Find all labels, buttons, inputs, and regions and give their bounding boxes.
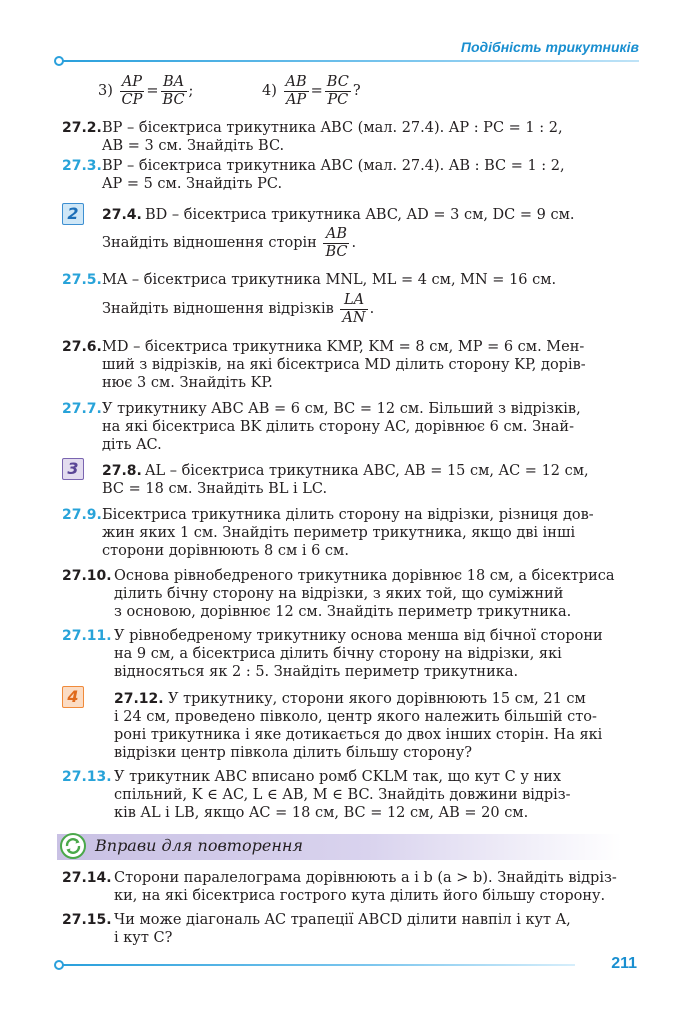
problem-text: ки, на які бісектриса гострого кута ділить його більшу сторону.: [114, 888, 606, 904]
problem-number: 27.7.: [62, 401, 102, 417]
fraction: $\frac{LA}{AN}$: [342, 291, 366, 326]
problem-number: 27.14.: [62, 870, 112, 886]
problem-number: 27.10.: [62, 568, 112, 584]
problem-text: сторони дорівнюють 8 см і 6 см.: [102, 543, 349, 559]
header-rule: [62, 60, 639, 62]
problem-text: Знайдіть відношення сторін $\frac{AB}{BC}$ .: [102, 225, 357, 260]
problem-text: роні трикутника і яке дотикається до двох інших сторін. На які: [114, 727, 603, 743]
problem-text: У трикутнику, сторони якого дорівнюють 15 см, 21 см: [168, 691, 586, 707]
problem-number: 27.3.: [62, 158, 102, 174]
problem-text: BP – бісектриса трикутника ABC (мал. 27.4). AB : BC = 1 : 2,: [102, 158, 565, 174]
ratio-item-3: 3) $\frac{AP}{CP}$ = $\frac{BA}{BC}$ ;: [98, 73, 194, 108]
footer-rule: [62, 964, 575, 966]
problem-text: MA – бісектриса трикутника MNL, ML = 4 см, MN = 16 см.: [102, 272, 557, 288]
problem-number: 27.11.: [62, 628, 112, 644]
fraction: $\frac{AB}{AP}$: [285, 73, 307, 108]
problem-number: 27.4.: [102, 207, 142, 223]
problem-text: У рівнобедреному трикутнику основа менша від бічної сторони: [114, 628, 603, 644]
problem-text: ший з відрізків, на які бісектриса MD ділить сторону KP, дорів-: [102, 357, 586, 373]
problem-text: з основою, дорівнює 12 см. Знайдіть периметр трикутника.: [114, 604, 572, 620]
problem-number: 27.6.: [62, 339, 102, 355]
fraction: $\frac{AP}{CP}$: [121, 73, 143, 108]
problem-text: BD – бісектриса трикутника ABC, AD = 3 см, DC = 9 см.: [145, 207, 575, 223]
problem-text: і 24 см, проведено півколо, центр якого належить більшій сто-: [114, 709, 597, 725]
problem-number: 27.5.: [62, 272, 102, 288]
problem-text: жин яких 1 см. Знайдіть периметр трикутника, якщо дві інші: [102, 525, 576, 541]
problem-text: на 9 см, а бісектриса ділить бічну сторону на відрізки, які: [114, 646, 562, 662]
section-title: Вправи для повторення: [95, 836, 303, 855]
problem-text: відрізки центр півкола ділить більшу сторону?: [114, 745, 473, 761]
recycle-arrows-icon: [60, 833, 86, 859]
problem-text: BC = 18 см. Знайдіть BL і LC.: [102, 481, 328, 497]
page-number: 211: [611, 955, 637, 972]
problem-text: нює 3 см. Знайдіть KP.: [102, 375, 273, 391]
problem-number: 27.13.: [62, 769, 112, 785]
problem-text: діть AC.: [102, 437, 162, 453]
problem-number: 27.9.: [62, 507, 102, 523]
section-header-title: Подібність трикутників: [460, 39, 639, 55]
problem-text: AB = 3 см. Знайдіть BC.: [102, 138, 285, 154]
problem-text: відносяться як 2 : 5. Знайдіть периметр трикутника.: [114, 664, 519, 680]
fraction: $\frac{AB}{BC}$: [325, 225, 348, 260]
ratio-item-4: 4) $\frac{AB}{AP}$ = $\frac{BC}{PC}$ ?: [262, 73, 361, 108]
difficulty-level-2-icon: 2: [62, 203, 84, 225]
fraction: $\frac{BA}{BC}$: [162, 73, 185, 108]
problem-text: Сторони паралелограма дорівнюють a і b (a > b). Знайдіть відріз-: [114, 870, 617, 886]
problem-number: 27.15.: [62, 912, 112, 928]
difficulty-level-3-icon: 3: [62, 458, 84, 480]
problem-text: У трикутник ABC вписано ромб CKLM так, що кут C у них: [114, 769, 562, 785]
problem-text: на які бісектриса BK ділить сторону AC, дорівнює 6 см. Знай-: [102, 419, 574, 435]
problem-number: 27.8.: [102, 463, 142, 479]
problem-text: Чи може діагональ AC трапеції ABCD ділити навпіл і кут A,: [114, 912, 571, 928]
problem-text: MD – бісектриса трикутника KMP, KM = 8 см, MP = 6 см. Мен-: [102, 339, 585, 355]
problem-text: Бісектриса трикутника ділить сторону на відрізки, різниця дов-: [102, 507, 594, 523]
problem-text: ків AL і LB, якщо AC = 18 см, BC = 12 см, AB = 20 см.: [114, 805, 529, 821]
problem-text: У трикутнику ABC AB = 6 см, BC = 12 см. Більший з відрізків,: [102, 401, 581, 417]
problem-text: Основа рівнобедреного трикутника дорівнює 18 см, а бісектриса: [114, 568, 615, 584]
problem-text: Знайдіть відношення відрізків $\frac{LA}{AN}$ .: [102, 291, 375, 326]
problem-text: і кут C?: [114, 930, 173, 946]
problem-text: спільний, K ∈ AC, L ∈ AB, M ∈ BC. Знайдіть довжини відріз-: [114, 787, 571, 803]
problem-text: AP = 5 см. Знайдіть PC.: [102, 176, 283, 192]
problem-text: BP – бісектриса трикутника ABC (мал. 27.4). AP : PC = 1 : 2,: [102, 120, 563, 136]
problem-number: 27.12.: [114, 691, 164, 707]
problem-text: AL – бісектриса трикутника ABC, AB = 15 см, AC = 12 см,: [145, 463, 589, 479]
fraction: $\frac{BC}{PC}$: [326, 73, 349, 108]
problem-number: 27.2.: [62, 120, 102, 136]
problem-text: ділить бічну сторону на відрізки, з яких той, що суміжний: [114, 586, 564, 602]
difficulty-level-4-icon: 4: [62, 686, 84, 708]
